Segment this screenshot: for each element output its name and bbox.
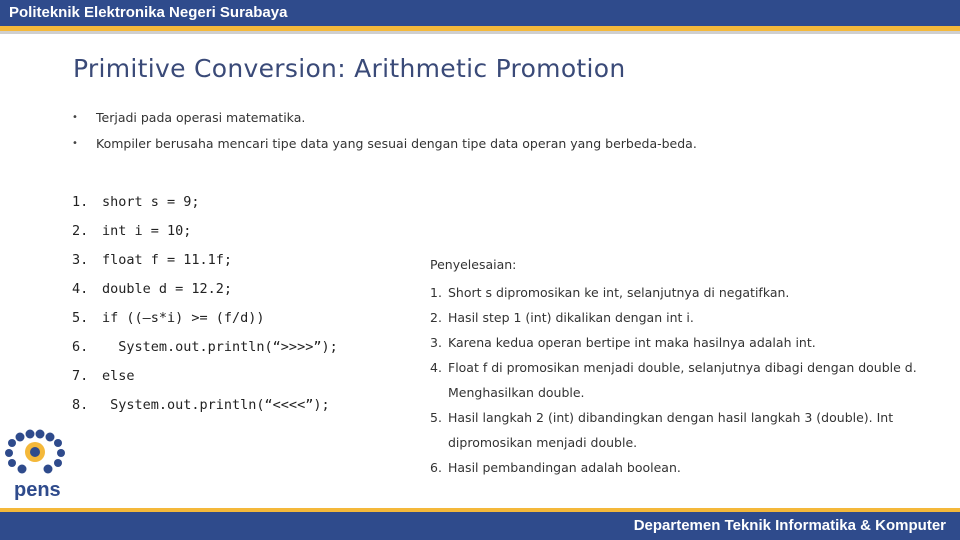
institution-name: Politeknik Elektronika Negeri Surabaya	[9, 4, 288, 21]
header-shadow-line	[0, 31, 960, 34]
code-line	[72, 278, 338, 307]
step-text: Hasil langkah 2 (int) dibandingkan dengan hasil langkah 3 (double). Int dipromosikan menjadi double.	[448, 410, 894, 450]
department-name: Departemen Teknik Informatika & Komputer	[633, 517, 946, 534]
code-line-text: double d = 12.2;	[102, 281, 233, 297]
code-line	[72, 220, 338, 249]
solution-steps	[430, 280, 948, 480]
slide-title: Primitive Conversion: Arithmetic Promotion	[73, 54, 626, 83]
code-line	[72, 336, 338, 365]
code-line	[72, 365, 338, 394]
code-line-number: 5.	[72, 310, 89, 326]
code-line	[72, 249, 338, 278]
code-line-text: int i = 10;	[102, 223, 192, 239]
code-line-number: 2.	[72, 223, 89, 239]
bullet-list	[72, 108, 697, 160]
bullet-dot-icon: •	[72, 112, 78, 123]
step-number: 3.	[430, 335, 442, 350]
solution-heading: Penyelesaian:	[430, 257, 517, 272]
step-text: Hasil pembandingan adalah boolean.	[448, 460, 681, 475]
bullet-text: Kompiler berusaha mencari tipe data yang sesuai dengan tipe data operan yang berbeda-beda.	[96, 136, 697, 151]
bullet-item	[72, 134, 697, 160]
step-text: Hasil step 1 (int) dikalikan dengan int i.	[448, 310, 694, 325]
code-line-number: 1.	[72, 194, 89, 210]
step-number: 6.	[430, 460, 442, 475]
solution-step	[430, 330, 948, 355]
code-line-text: else	[102, 368, 135, 384]
solution-step	[430, 355, 948, 405]
step-text: Karena kedua operan bertipe int maka hasilnya adalah int.	[448, 335, 816, 350]
step-number: 4.	[430, 360, 442, 375]
code-line-number: 6.	[72, 339, 89, 355]
solution-step	[430, 305, 948, 330]
pens-logo-icon	[0, 428, 80, 504]
bullet-item	[72, 108, 697, 134]
step-text: Float f di promosikan menjadi double, selanjutnya dibagi dengan double d. Menghasilkan double.	[448, 360, 917, 400]
code-line-number: 8.	[72, 397, 89, 413]
code-line	[72, 394, 338, 423]
code-line-number: 4.	[72, 281, 89, 297]
step-text: Short s dipromosikan ke int, selanjutnya di negatifkan.	[448, 285, 790, 300]
solution-panel	[430, 255, 948, 480]
code-line	[72, 307, 338, 336]
code-listing	[72, 191, 338, 423]
code-line	[72, 191, 338, 220]
bullet-dot-icon: •	[72, 138, 78, 149]
solution-step	[430, 405, 948, 455]
code-line-number: 7.	[72, 368, 89, 384]
code-line-number: 3.	[72, 252, 89, 268]
step-number: 5.	[430, 410, 442, 425]
code-line-text: System.out.println(“>>>>”);	[102, 339, 338, 355]
step-number: 1.	[430, 285, 442, 300]
bullet-text: Terjadi pada operasi matematika.	[96, 110, 306, 125]
step-number: 2.	[430, 310, 442, 325]
code-line-text: if ((–s*i) >= (f/d))	[102, 310, 265, 326]
header-bar	[0, 0, 960, 26]
code-line-text: System.out.println(“<<<<”);	[102, 397, 330, 413]
solution-step	[430, 280, 948, 305]
code-line-text: float f = 11.1f;	[102, 252, 233, 268]
code-line-text: short s = 9;	[102, 194, 200, 210]
solution-step	[430, 455, 948, 480]
logo-text: pens	[14, 479, 61, 501]
